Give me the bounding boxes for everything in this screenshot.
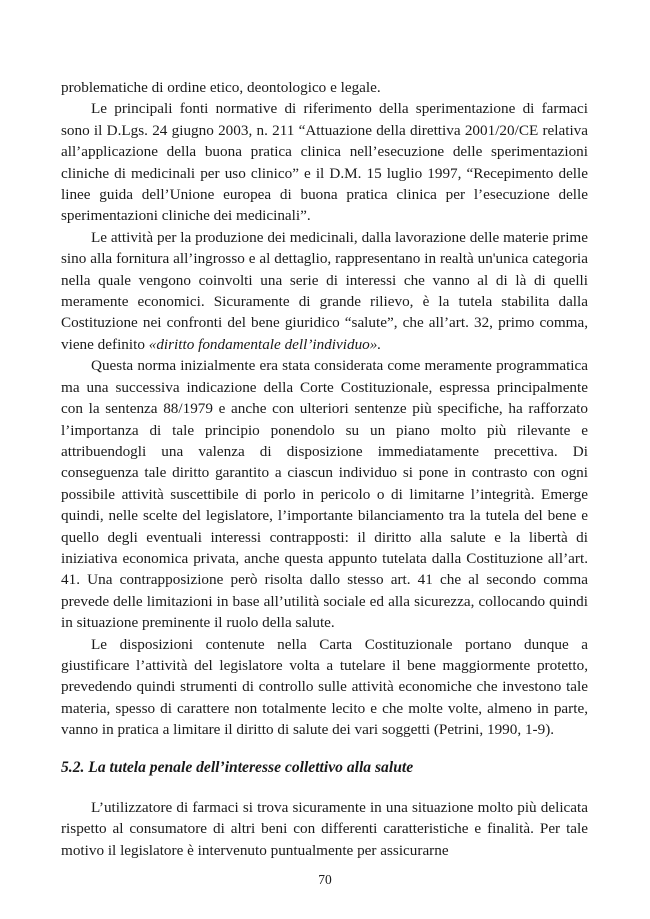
italic-quote: «diritto fondamentale dell’individuo». (148, 335, 382, 353)
body-text-bottom (61, 797, 588, 861)
paragraph-constitutional-court: Questa norma inizialmente era stata considerata come meramente programmatica ma una successiva indicazione della Corte Costituzionale, espressa principalmente con la sentenza 88/1979 e anche con ulteriori sentenze più specifiche, ha rafforzato l’importanza di tale principio ponendolo su un piano molto più rilevante e attribuendogli una valenza di disposizione immediatamente precettiva. Di conseguenza tale diritto garantito a ciascun individuo si pone in contrasto con ogni possibile attività suscettibile di porlo in pericolo o di limitarne l’integrità. Emerge quindi, nelle scelte del legislatore, l’importante bilanciamento tra la tutela del bene e quello degli eventuali interessi contrapposti: il diritto alla salute e la libertà di iniziativa economica privata, anche questa appunto tutelata dalla Costituzione all’art. 41. Una contrapposizione però risolta dallo stesso art. 41 che al secondo comma prevede delle limitazioni in base all’utilità sociale ed alla sicurezza, collocando quindi in situazione preminente il ruolo della salute. (61, 357, 588, 632)
section-heading: 5.2. La tutela penale dell’interesse collettivo alla salute (61, 759, 414, 776)
body-text-top (61, 77, 588, 741)
paragraph-production-activities (61, 227, 588, 355)
paragraph-continuation: problematiche di ordine etico, deontologico e legale. (61, 79, 381, 96)
paragraph-constitutional-provisions: Le disposizioni contenute nella Carta Costituzionale portano dunque a giustificare l’attività del legislatore volta a tutelare il bene maggiormente protetto, prevedendo quindi strumenti di controllo sulle attività economiche che investono tale materia, spesso di carattere non totalmente lecito e che molte volte, almeno in parte, vanno in pratica a limitare il diritto di salute dei vari soggetti (Petrini, 1990, 1-9). (61, 635, 588, 739)
paragraph-production-text: Le attività per la produzione dei medicinali, dalla lavorazione delle materie prime sino alla fornitura all’ingrosso e al dettaglio, rappresentano in realtà un'unica categoria nella quale vengono coinvolti una serie di interessi che vanno al di là di quelli meramente economici. Sicuramente di grande rilievo, è la tutela stabilita dalla Costituzione nei confronti del bene giuridico “salute”, che all’art. 32, primo comma, viene definito (61, 228, 588, 353)
paragraph-normative-sources: Le principali fonti normative di riferimento della sperimentazione di farmaci sono il D.Lgs. 24 giugno 2003, n. 211 “Attuazione della direttiva 2001/20/CE relativa all’applicazione della buona pratica clinica nell’esecuzione delle sperimentazioni cliniche di medicinali per uso clinico” e il D.M. 15 luglio 1997, “Recepimento delle linee guida dell’Unione europea di buona pratica clinica per l’esecuzione delle sperimentazioni cliniche dei medicinali”. (61, 100, 588, 225)
paragraph-drug-user: L’utilizzatore di farmaci si trova sicuramente in una situazione molto più delicata rispetto al consumatore di altri beni con differenti caratteristiche e finalità. Per tale motivo il legislatore è intervenuto puntualmente per assicurarne (61, 799, 588, 859)
page-number: 70 (318, 872, 332, 887)
